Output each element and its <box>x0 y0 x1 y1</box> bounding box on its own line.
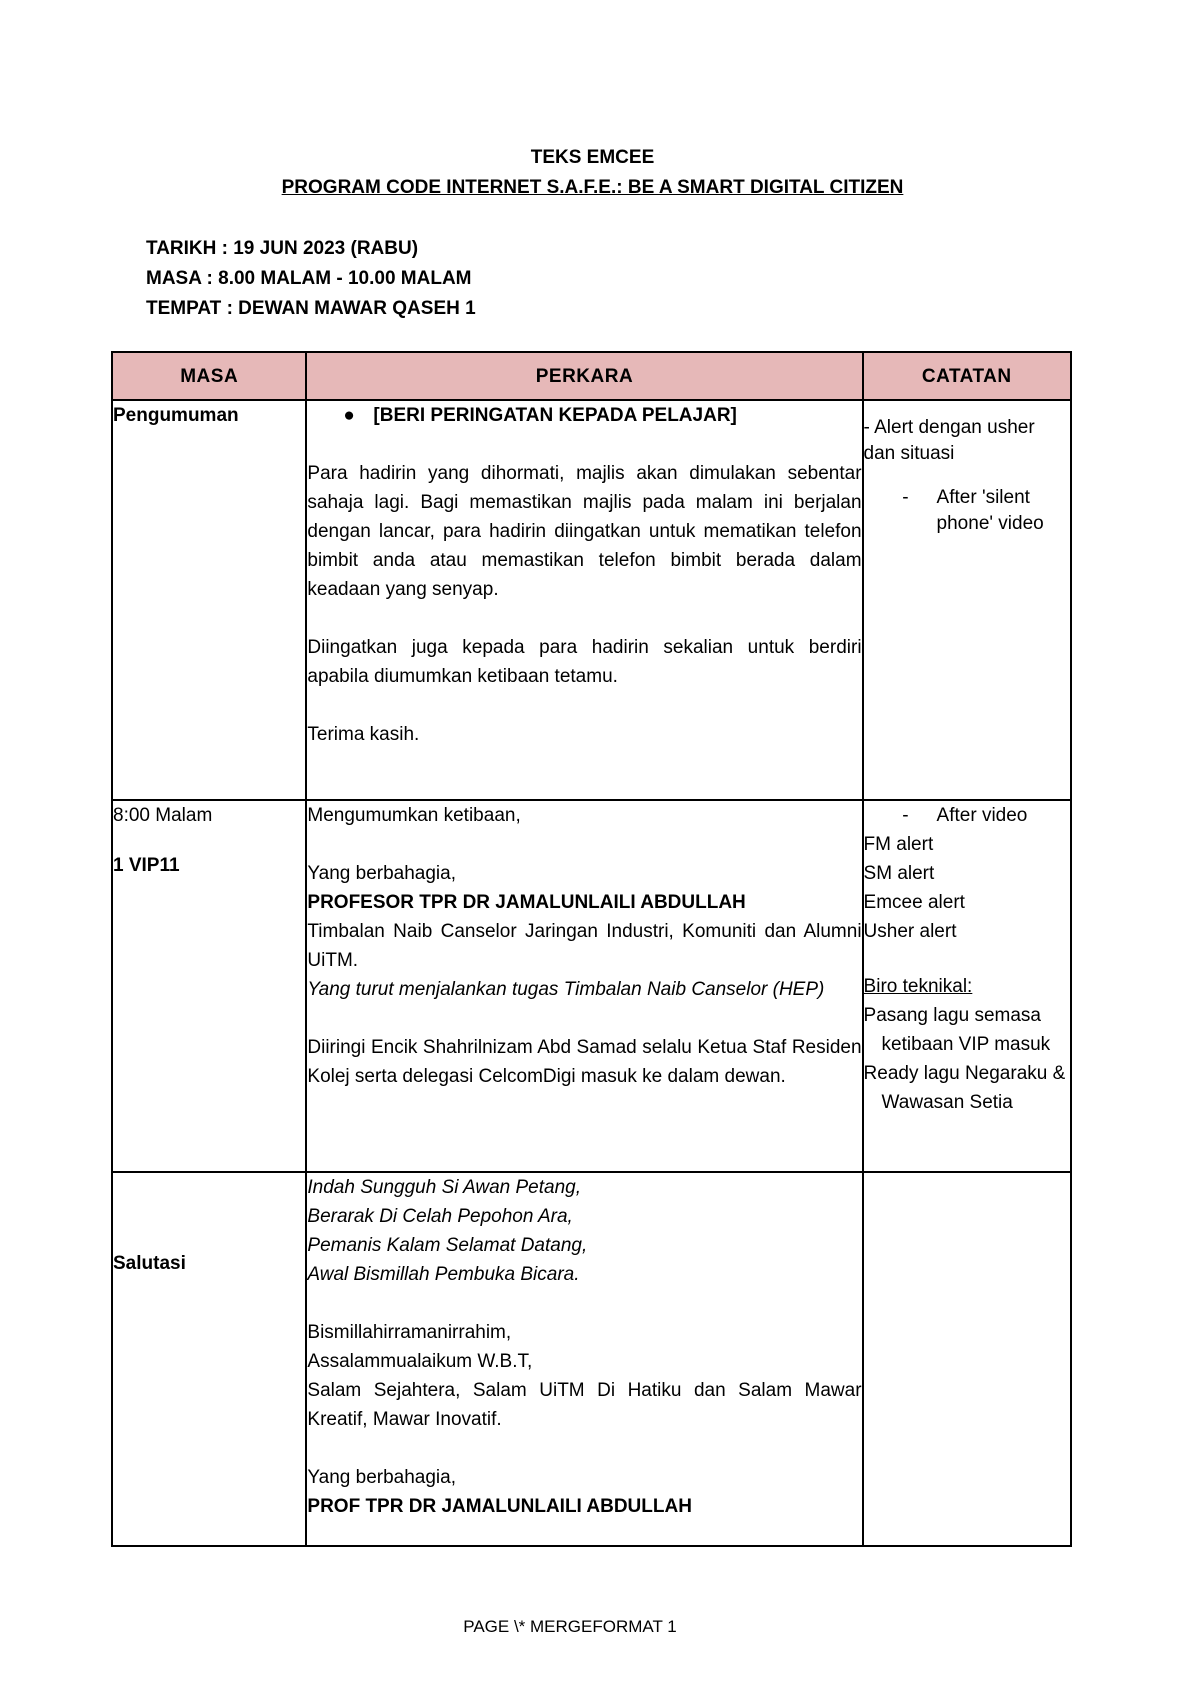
announcement-paragraph: Diiringi Encik Shahrilnizam Abd Samad selalu Ketua Staf Residen Kolej serta delegasi CelcomDigi masuk ke dalam dewan. <box>307 1037 862 1087</box>
document-title: TEKS EMCEE <box>530 147 655 168</box>
note: - After 'silent phone' video <box>902 487 1044 534</box>
note: Pasang lagu semasa ketibaan VIP masuk <box>863 1005 1051 1055</box>
header-catatan: CATATAN <box>863 352 1071 400</box>
schedule-table <box>111 351 1072 1547</box>
vip-acting-role: Yang turut menjalankan tugas Timbalan Naib Canselor (HEP) <box>307 979 825 1000</box>
note: SM alert <box>863 863 935 884</box>
greeting-line: Bismillahirramanirrahim, <box>307 1322 512 1343</box>
program-title: PROGRAM CODE INTERNET S.A.F.E.: BE A SMART DIGITAL CITIZEN <box>281 177 904 198</box>
perkara-cell <box>306 400 862 800</box>
pantun-line: Pemanis Kalam Selamat Datang, <box>307 1235 588 1256</box>
header-masa: MASA <box>112 352 306 400</box>
catatan-cell <box>863 400 1071 800</box>
vip-name: PROFESOR TPR DR JAMALUNLAILI ABDULLAH <box>307 892 746 913</box>
announcement-heading: ● [BERI PERINGATAN KEPADA PELAJAR] <box>307 401 861 430</box>
table-row <box>112 800 1071 1172</box>
announcement-line: Yang berbahagia, <box>307 863 456 884</box>
note-heading: Biro teknikal: <box>863 976 973 997</box>
event-venue: TEMPAT : DEWAN MAWAR QASEH 1 <box>146 298 476 319</box>
masa-cell <box>112 400 306 800</box>
greeting-line: Yang berbahagia, <box>307 1467 456 1488</box>
header-perkara: PERKARA <box>306 352 862 400</box>
vip-label: 1 VIP11 <box>113 855 180 876</box>
announcement-paragraph: Para hadirin yang dihormati, majlis akan dimulakan sebentar sahaja lagi. Bagi memastikan majlis pada malam ini berjalan dengan lancar, para hadirin diingatkan untuk mematikan telefon bimbit anda atau memastikan telefon bimbit berada dalam keadaan yang senyap. <box>307 463 862 600</box>
vip-name: PROF TPR DR JAMALUNLAILI ABDULLAH <box>307 1496 692 1517</box>
masa-cell <box>112 800 306 1172</box>
pantun-line: Indah Sungguh Si Awan Petang, <box>307 1177 581 1198</box>
pantun-line: Berarak Di Celah Pepohon Ara, <box>307 1206 573 1227</box>
section-label: Pengumuman <box>113 405 239 426</box>
table-header-row <box>112 352 1071 400</box>
event-time: MASA : 8.00 MALAM - 10.00 MALAM <box>146 268 472 289</box>
note: FM alert <box>863 834 934 855</box>
note: - Alert dengan usher dan situasi <box>863 417 1035 464</box>
pantun-line: Awal Bismillah Pembuka Bicara. <box>307 1264 580 1285</box>
catatan-cell <box>863 800 1071 1172</box>
announcement-paragraph: Diingatkan juga kepada para hadirin sekalian untuk berdiri apabila diumumkan ketibaan tetamu. <box>307 637 862 687</box>
masa-cell <box>112 1172 306 1546</box>
event-details <box>146 234 476 324</box>
note: Usher alert <box>863 921 957 942</box>
perkara-cell <box>306 800 862 1172</box>
note: Ready lagu Negaraku & Wawasan Setia <box>863 1063 1066 1113</box>
table-row <box>112 1172 1071 1546</box>
greeting-line: Salam Sejahtera, Salam UiTM Di Hatiku dan Salam Mawar Kreatif, Mawar Inovatif. <box>307 1380 862 1430</box>
page-footer: PAGE \* MERGEFORMAT 1 <box>463 1617 677 1636</box>
announcement-line: Mengumumkan ketibaan, <box>307 805 521 826</box>
bullet-icon: ● <box>343 405 355 426</box>
table-row <box>112 400 1071 800</box>
perkara-cell <box>306 1172 862 1546</box>
catatan-cell <box>863 1172 1071 1546</box>
note: - After video <box>902 805 1028 826</box>
note: Emcee alert <box>863 892 965 913</box>
announcement-closing: Terima kasih. <box>307 724 420 745</box>
greeting-line: Assalammualaikum W.B.T, <box>307 1351 533 1372</box>
section-label: Salutasi <box>113 1253 186 1274</box>
event-date: TARIKH : 19 JUN 2023 (RABU) <box>146 238 419 259</box>
time-label: 8:00 Malam <box>113 805 213 826</box>
vip-position: Timbalan Naib Canselor Jaringan Industri, Komuniti dan Alumni UiTM. <box>307 921 862 971</box>
